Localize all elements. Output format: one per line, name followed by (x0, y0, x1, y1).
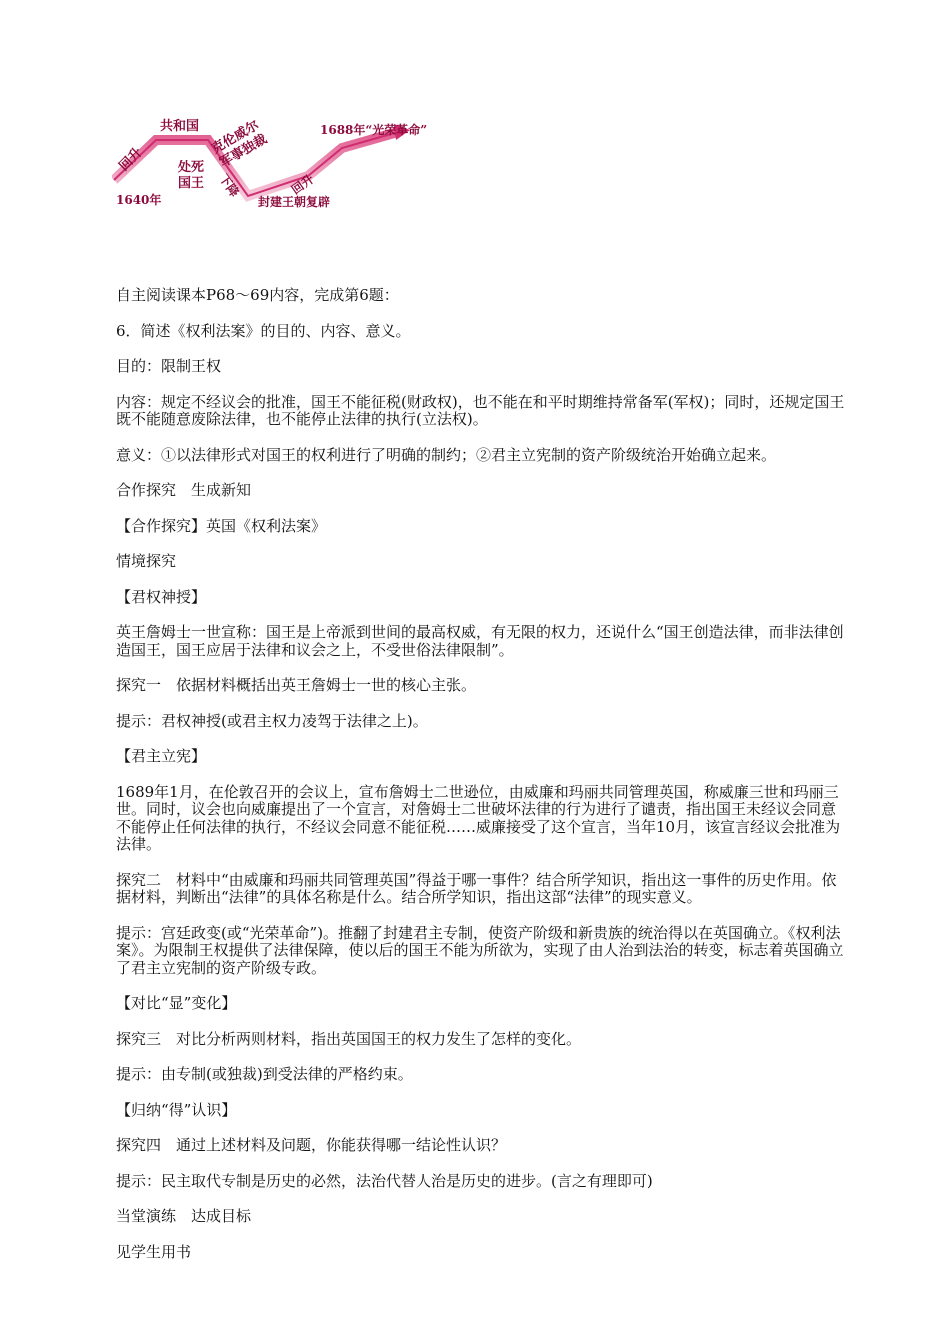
answer-purpose: 目的：限制王权 (116, 357, 222, 375)
diagram-republic: 共和国 (160, 119, 200, 134)
inquiry-1: 探究一 依据材料概括出英王詹姆士一世的核心主张。 (116, 676, 477, 694)
diagram-rise-2: 回升 (288, 171, 317, 198)
document-body (116, 287, 846, 1279)
diagram-execute-king: 处死国王 (178, 160, 205, 191)
inquiry-2: 探究二 材料中“由威廉和玛丽共同管理英国”得益于哪一事件？结合所学知识，指出这一事件的历史作用。依据材料，判断出“法律”的具体名称是什么。结合所学知识，指出这部“法律”的现实意义。 (116, 870, 837, 906)
diagram-rise-1: 回升 (116, 145, 146, 175)
cooperation-topic: 【合作探究】英国《权利法案》 (116, 516, 327, 535)
heading-compare: 【对比“显”变化】 (116, 994, 237, 1012)
hint-3: 提示：由专制(或独裁)到受法律的严格约束。 (116, 1065, 413, 1083)
hint-4: 提示：民主取代专制是历史的必然，法治代替人治是历史的进步。(言之有理即可) (116, 1171, 653, 1190)
inquiry-3: 探究三 对比分析两则材料，指出英国国王的权力发生了怎样的变化。 (116, 1029, 582, 1048)
diagram-cromwell: 克伦威尔军事独裁 (209, 118, 270, 171)
reading-instruction: 自主阅读课本P68～69内容，完成第6题： (116, 286, 399, 304)
diagram-glorious-revolution: 1688年“光荣革命” (320, 123, 428, 137)
hint-2: 提示：宫廷政变(或“光荣革命”)。推翻了封建君主专制，使资产阶级和新贵族的统治得以在英国确立。《权利法案》。为限制王权提供了法律保障，使以后的国王不能为所欲为，实现了由人治到法治的转变，标志着英国确立了君主立宪制的资产阶级专政。 (116, 923, 844, 977)
answer-content: 内容：规定不经议会的批准，国王不能征税(财政权)，也不能在和平时期维持常备军(军权)；同时，还规定国王既不能随意废除法律，也不能停止法律的执行(立法权)。 (116, 392, 845, 428)
timeline-diagram (112, 118, 452, 210)
material-heading-constitutional: 【君主立宪】 (116, 747, 207, 765)
heading-conclude: 【归纳“得”认识】 (116, 1100, 237, 1119)
question-6: 6．简述《权利法案》的目的、内容、意义。 (116, 321, 411, 340)
material-james-i: 英王詹姆士一世宣称：国王是上帝派到世间的最高权威，有无限的权力，还说什么“国王创造法律，而非法律创造国王，国王应居于法律和议会之上，不受世俗法律限制”。 (116, 623, 844, 659)
section-heading-cooperation: 合作探究 生成新知 (116, 481, 252, 499)
section-heading-practice: 当堂演练 达成目标 (116, 1207, 252, 1225)
scenario-heading: 情境探究 (116, 552, 177, 570)
hint-1: 提示：君权神授(或君主权力凌驾于法律之上)。 (116, 711, 428, 730)
answer-significance: 意义：①以法律形式对国王的权利进行了明确的制约；②君主立宪制的资产阶级统治开始确立起来。 (116, 445, 777, 464)
material-heading-divine-right: 【君权神授】 (116, 587, 207, 606)
diagram-start-year: 1640年 (116, 193, 162, 207)
see-student-book: 见学生用书 (116, 1242, 192, 1261)
diagram-fall: 下降 (216, 171, 242, 200)
inquiry-4: 探究四 通过上述材料及问题，你能获得哪一结论性认识？ (116, 1136, 507, 1154)
diagram-restoration: 封建王朝复辟 (258, 195, 331, 209)
material-1689: 1689年1月，在伦敦召开的会议上，宣布詹姆士二世逊位，由威廉和玛丽共同管理英国，称威廉三世和玛丽三世。同时，议会也向威廉提出了一个宣言，对詹姆士二世破坏法律的行为进行了谴责，指出国王未经议会同意不能停止任何法律的执行，不经议会同意不能征税……威廉接受了这个宣言，当年10月，该宣言经议会批准为法律。 (116, 782, 841, 853)
